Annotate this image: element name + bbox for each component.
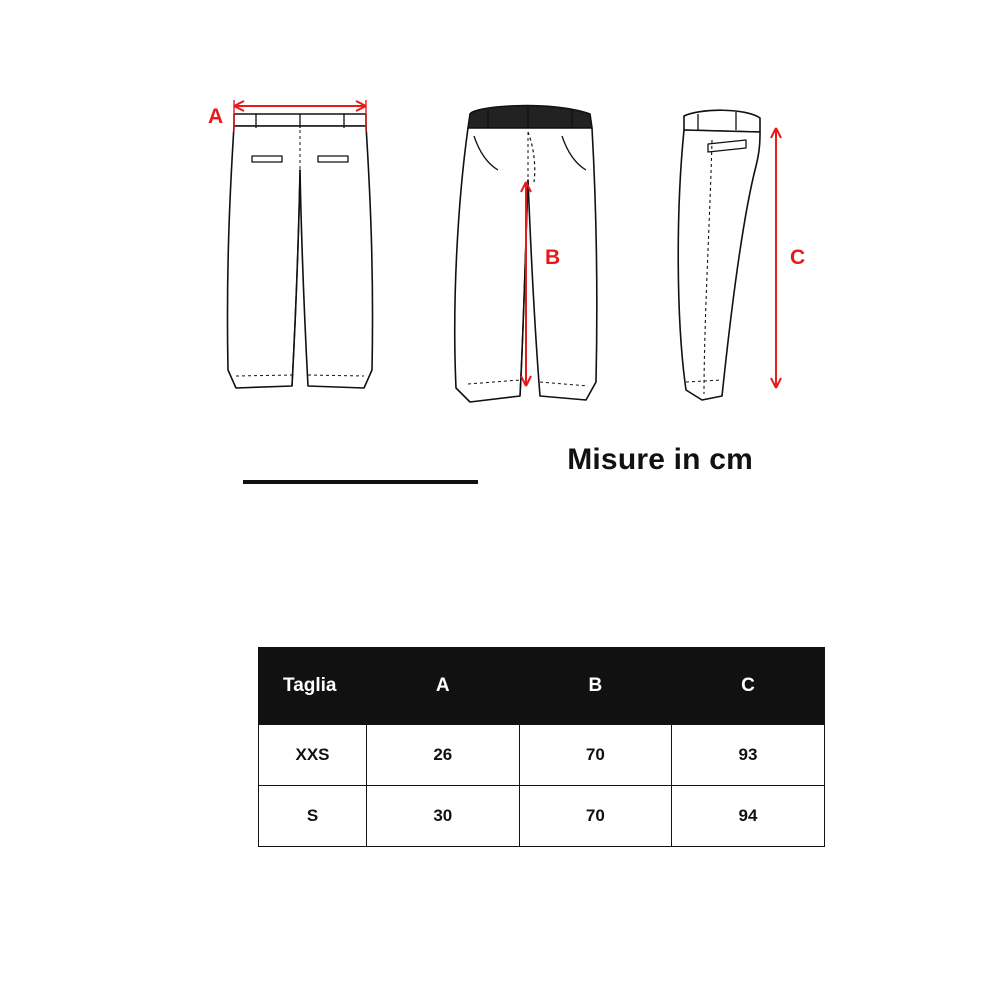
measure-label-c: C xyxy=(790,246,806,269)
measure-label-a: A xyxy=(208,105,224,128)
table-row xyxy=(259,786,825,847)
cell-size: XXS xyxy=(259,725,367,786)
cell-a: 26 xyxy=(367,725,520,786)
caption-underline xyxy=(243,480,478,484)
trousers-side-view xyxy=(660,70,860,415)
size-table-wrapper xyxy=(258,647,824,847)
table-header-size: Taglia xyxy=(259,648,367,725)
cell-c: 94 xyxy=(672,786,825,847)
table-header-row xyxy=(259,648,825,725)
trousers-three-quarter-view xyxy=(430,70,630,415)
cell-a: 30 xyxy=(367,786,520,847)
table-header-c: C xyxy=(672,648,825,725)
table-row xyxy=(259,725,825,786)
trousers-front-view xyxy=(200,70,400,405)
cell-size: S xyxy=(259,786,367,847)
table-header-b: B xyxy=(519,648,672,725)
cell-b: 70 xyxy=(519,725,672,786)
garment-diagram xyxy=(0,0,1000,430)
cell-c: 93 xyxy=(672,725,825,786)
caption-text: Misure in cm xyxy=(567,443,753,476)
measure-label-b: B xyxy=(545,246,561,269)
size-table xyxy=(258,647,825,847)
caption-block xyxy=(0,435,1000,505)
table-header-a: A xyxy=(367,648,520,725)
cell-b: 70 xyxy=(519,786,672,847)
